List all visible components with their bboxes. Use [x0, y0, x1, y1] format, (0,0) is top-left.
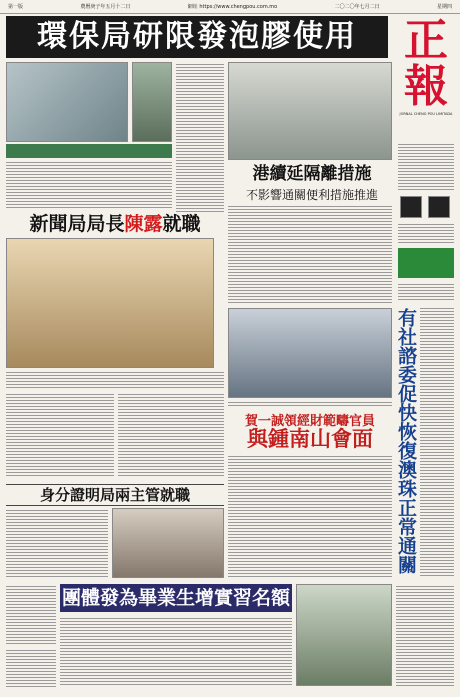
news-bureau-headline[interactable]: [6, 212, 224, 236]
sidebar-text-1: [398, 282, 454, 302]
issue-date: 二〇二〇年七月二日: [334, 4, 380, 10]
chamber-subheadline[interactable]: 與鍾南山會面: [247, 426, 373, 451]
meeting-photo-caption: [228, 400, 392, 408]
page-section: 第一版: [8, 4, 24, 10]
main-headline[interactable]: 環保局研限發泡膠使用: [6, 16, 388, 58]
graduates-banner[interactable]: 團體發為畢業生增實習名額: [60, 584, 292, 612]
grad-photo: [296, 584, 392, 686]
grad-right-text: [396, 584, 454, 686]
grad-article-body: [60, 616, 292, 686]
isolation-headline[interactable]: 港續延隔離措施: [252, 164, 372, 184]
env-article-text: [6, 160, 172, 210]
chamber-headline[interactable]: 賀一誠領經財範疇官員: [244, 414, 375, 429]
isolation-article-body: [228, 204, 392, 304]
news-headline-name: 陳露: [124, 213, 163, 235]
news-article-body: [6, 392, 114, 478]
qr-code: [400, 196, 422, 218]
news-article-body-2: [118, 392, 224, 478]
qr-code-2: [428, 196, 450, 218]
masthead-info: [398, 142, 454, 192]
news-headline-suffix: 就職: [162, 213, 201, 235]
env-inset-photo: [132, 62, 172, 142]
swearing-in-photo: [6, 238, 214, 368]
weekday: 星期四: [436, 4, 452, 10]
masthead-char-1: 正: [404, 15, 448, 66]
side-vertical-headline[interactable]: 有社諮委促快恢復澳珠正常通關: [395, 308, 417, 574]
side-article-body: [420, 306, 454, 576]
grad-left-text: [6, 584, 56, 644]
qr-caption: [398, 222, 454, 244]
news-photo-caption: [6, 370, 224, 388]
chamber-article-body: [228, 454, 392, 578]
id-bureau-photo: [112, 508, 224, 578]
page-header: [0, 0, 460, 14]
meeting-group-photo: [228, 308, 392, 398]
lunar-date: 農曆庚子年五月十二日: [80, 4, 131, 10]
env-photo-caption: [6, 144, 172, 158]
bottom-left-text: [6, 648, 56, 688]
isolation-subheadline: 不影響通關便利措施推進: [245, 188, 378, 202]
masthead-char-2: 報: [404, 61, 448, 112]
masthead: [396, 15, 456, 138]
id-article-body: [6, 508, 108, 578]
env-meeting-photo: [6, 62, 128, 142]
masthead-subtitle: JORNAL CHENG POU LIMITADA: [399, 112, 453, 116]
press-conference-photo: [228, 62, 392, 160]
news-headline-prefix: 新聞局局長: [29, 213, 125, 235]
website-url[interactable]: 網址 https://www.chengpou.com.mo: [187, 4, 278, 10]
env-article-body: [176, 62, 224, 212]
id-bureau-headline[interactable]: 身分證明局兩主管就職: [6, 484, 224, 506]
sidebar-green-band: [398, 248, 454, 278]
